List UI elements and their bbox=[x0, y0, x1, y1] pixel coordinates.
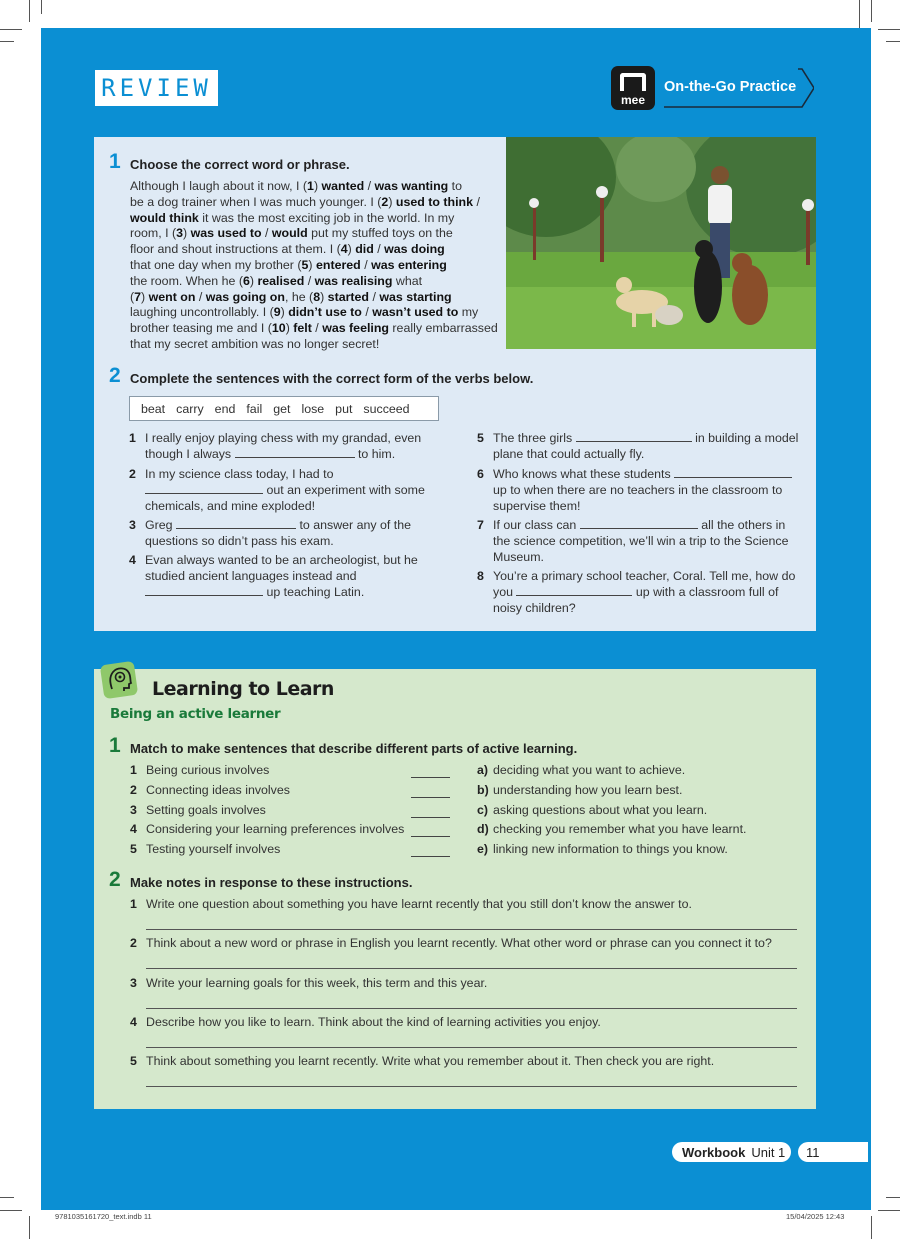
word-box-item: carry bbox=[176, 401, 204, 416]
exercise-number: 1 bbox=[109, 734, 121, 757]
match-right-item: c) asking questions about what you learn. bbox=[477, 803, 708, 817]
sentence-item bbox=[477, 518, 799, 565]
crop-mark bbox=[29, 1216, 30, 1239]
sentence-item bbox=[477, 467, 799, 514]
sentence-text[interactable]: If our class can all the others in the science competition, we’ll win a trip to the Science Museum. bbox=[493, 518, 789, 564]
exercise-number: 2 bbox=[109, 868, 121, 891]
word-box bbox=[129, 396, 439, 421]
exercise-number: 1 bbox=[109, 150, 121, 173]
sentence-number: 1 bbox=[129, 431, 136, 445]
sentence-text[interactable]: You’re a primary school teacher, Coral. Tell me, how do you up with a classroom full of noisy children? bbox=[493, 569, 796, 615]
print-slug-date: 15/04/2025 12:43 bbox=[786, 1212, 845, 1221]
exercise-text-line: be a dog trainer when I was much younger. I (2) used to think / bbox=[130, 194, 480, 209]
print-slug: 9781035161720_text.indb 11 bbox=[55, 1212, 152, 1221]
match-left-item: 3 Setting goals involves bbox=[130, 803, 266, 817]
sentence-number: 2 bbox=[129, 467, 136, 481]
page-number: 11 bbox=[798, 1142, 868, 1162]
crop-mark bbox=[41, 0, 42, 14]
word-box-item: lose bbox=[301, 401, 325, 416]
exercise-text-line: Although I laugh about it now, I (1) wanted / was wanting to bbox=[130, 179, 462, 193]
match-right-item: a) deciding what you want to achieve. bbox=[477, 763, 686, 777]
match-answer-blank[interactable] bbox=[411, 856, 450, 857]
learning-head-icon bbox=[100, 659, 140, 699]
note-answer-line[interactable] bbox=[146, 929, 797, 930]
exercise-text-line: brother teasing me and I (10) felt / was feeling really embarrassed bbox=[130, 321, 498, 336]
crop-mark bbox=[871, 1216, 872, 1239]
sentence-number: 7 bbox=[477, 518, 484, 532]
note-prompt: 4 Describe how you like to learn. Think about the kind of learning activities you enjoy. bbox=[130, 1015, 601, 1029]
match-answer-blank[interactable] bbox=[411, 817, 450, 818]
crop-mark bbox=[0, 29, 22, 30]
sentence-text[interactable]: Greg to answer any of the questions so didn’t pass his exam. bbox=[145, 518, 412, 548]
footer-unit: Unit 1 bbox=[751, 1144, 786, 1160]
crop-mark bbox=[886, 1197, 900, 1198]
word-box-item: get bbox=[273, 401, 291, 416]
section-subtitle: Being an active learner bbox=[110, 706, 281, 722]
mee-logo-mark-icon bbox=[620, 73, 646, 91]
mee-logo-text: mee bbox=[620, 93, 646, 107]
sentence-number: 8 bbox=[477, 569, 484, 583]
sentence-item bbox=[477, 569, 799, 616]
exercise-instruction: Choose the correct word or phrase. bbox=[130, 157, 350, 172]
sentence-text[interactable]: I really enjoy playing chess with my grandad, even though I always to him. bbox=[145, 431, 422, 461]
match-right-item: d) checking you remember what you have learnt. bbox=[477, 822, 747, 836]
match-answer-blank[interactable] bbox=[411, 777, 450, 778]
note-prompt: 1 Write one question about something you have learnt recently that you still don’t know the answer to. bbox=[130, 897, 692, 911]
sentence-number: 4 bbox=[129, 553, 136, 567]
match-left-item: 1 Being curious involves bbox=[130, 763, 270, 777]
exercise-instruction: Make notes in response to these instructions. bbox=[130, 875, 413, 890]
note-answer-line[interactable] bbox=[146, 1047, 797, 1048]
sentence-number: 5 bbox=[477, 431, 484, 445]
note-answer-line[interactable] bbox=[146, 1086, 797, 1087]
match-right-item: b) understanding how you learn best. bbox=[477, 783, 683, 797]
exercise-instruction: Complete the sentences with the correct form of the verbs below. bbox=[130, 371, 534, 386]
mee-logo bbox=[611, 66, 655, 110]
section-title: Learning to Learn bbox=[152, 678, 334, 700]
note-prompt: 2 Think about a new word or phrase in English you learnt recently. What other word or phrase can you connect it to? bbox=[130, 936, 772, 950]
crop-mark bbox=[871, 0, 872, 22]
note-answer-line[interactable] bbox=[146, 1008, 797, 1009]
on-the-go-link[interactable]: On-the-Go Practice bbox=[664, 79, 797, 95]
review-label: REVIEW bbox=[95, 70, 218, 106]
sentence-number: 6 bbox=[477, 467, 484, 481]
word-box-item: fail bbox=[246, 401, 263, 416]
sentence-item bbox=[129, 553, 454, 600]
exercise-instruction: Match to make sentences that describe different parts of active learning. bbox=[130, 741, 578, 756]
exercise-text-line: the room. When he (6) realised / was realising what bbox=[130, 273, 423, 288]
exercise-number: 2 bbox=[109, 364, 121, 387]
exercise-text-line: room, I (3) was used to / would put my stuffed toys on the bbox=[130, 226, 453, 241]
sentence-text[interactable]: Who knows what these students up to when there are no teachers in the classroom to supervise them! bbox=[493, 467, 799, 514]
crop-mark bbox=[0, 1197, 14, 1198]
word-box-item: put bbox=[335, 401, 353, 416]
exercise-text-line: that one day when my brother (5) entered / was entering bbox=[130, 257, 447, 272]
sentence-item bbox=[129, 467, 454, 514]
word-box-item: beat bbox=[141, 401, 166, 416]
match-left-item: 2 Connecting ideas involves bbox=[130, 783, 290, 797]
exercise-text-line: would think it was the most exciting job in the world. In my bbox=[130, 210, 455, 225]
footer-unit-label bbox=[672, 1142, 791, 1162]
crop-mark bbox=[878, 1210, 900, 1211]
note-answer-line[interactable] bbox=[146, 968, 797, 969]
crop-mark bbox=[0, 41, 14, 42]
match-left-item: 4 Considering your learning preferences involves bbox=[130, 822, 405, 836]
crop-mark bbox=[0, 1210, 22, 1211]
word-box-item: end bbox=[214, 401, 236, 416]
sentence-item bbox=[129, 518, 454, 550]
crop-mark bbox=[886, 41, 900, 42]
sentence-number: 3 bbox=[129, 518, 136, 532]
exercise-text bbox=[130, 179, 500, 353]
word-box-item: succeed bbox=[363, 401, 410, 416]
footer-workbook: Workbook bbox=[682, 1144, 746, 1160]
exercise-text-line: laughing uncontrollably. I (9) didn’t use to / wasn’t used to my bbox=[130, 305, 479, 320]
sentence-text[interactable]: In my science class today, I had to out an experiment with some chemicals, and mine exploded! bbox=[145, 467, 425, 513]
note-prompt: 3 Write your learning goals for this week, this term and this year. bbox=[130, 976, 488, 990]
exercise-text-line: floor and shout instructions at them. I (4) did / was doing bbox=[130, 242, 445, 257]
match-right-item: e) linking new information to things you know. bbox=[477, 842, 728, 856]
sentence-item bbox=[129, 431, 454, 463]
sentence-text[interactable]: Evan always wanted to be an archeologist, but he studied ancient languages instead and up teaching Latin. bbox=[145, 553, 418, 599]
crop-mark bbox=[859, 0, 860, 30]
match-answer-blank[interactable] bbox=[411, 797, 450, 798]
sentence-text[interactable]: The three girls in building a model plane that could actually fly. bbox=[493, 431, 799, 461]
match-answer-blank[interactable] bbox=[411, 836, 450, 837]
exercise-text-line: (7) went on / was going on, he (8) started / was starting bbox=[130, 289, 452, 304]
crop-mark bbox=[29, 0, 30, 22]
note-prompt: 5 Think about something you learnt recently. Write what you remember about it. Then check you are right. bbox=[130, 1054, 715, 1068]
crop-mark bbox=[878, 29, 900, 30]
sentence-item bbox=[477, 431, 799, 463]
exercise-text-line: that my secret ambition was no longer secret! bbox=[130, 336, 380, 351]
match-left-item: 5 Testing yourself involves bbox=[130, 842, 281, 856]
dog-trainer-photo bbox=[506, 137, 816, 349]
